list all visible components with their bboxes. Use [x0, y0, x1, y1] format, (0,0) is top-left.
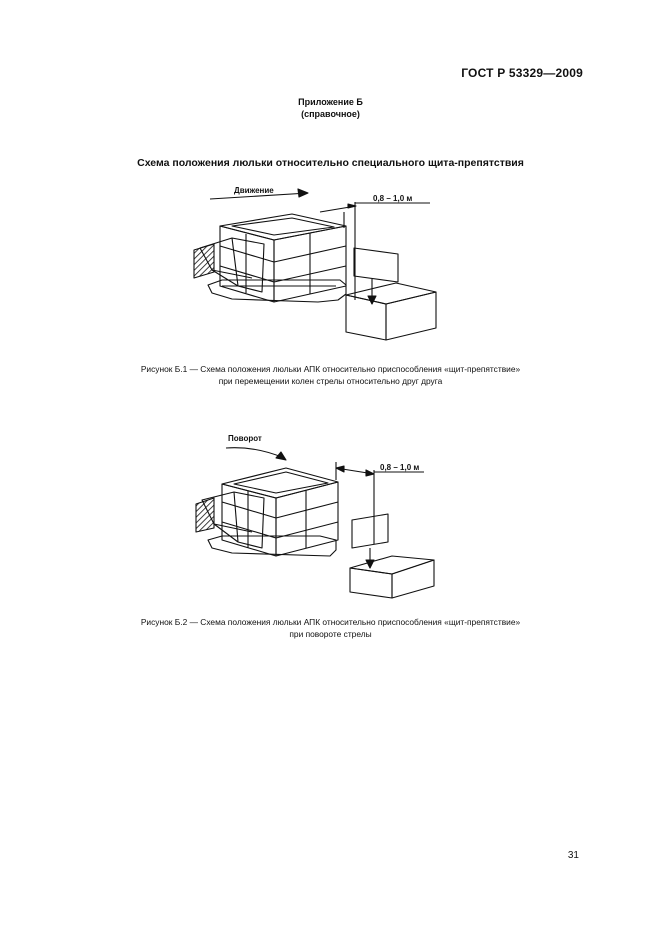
figure-1-caption-line-2: при перемещении колен стрелы относительно друг друга [218, 376, 443, 386]
figure-2-distance-label: 0,8 – 1,0 м [380, 463, 420, 472]
annex-status: (справочное) [301, 109, 360, 119]
figure-1-distance-label: 0,8 – 1,0 м [373, 194, 413, 203]
figure-2-caption-line-2: при повороте стрелы [289, 629, 372, 639]
annex-title: Приложение Б [298, 97, 363, 107]
page-number: 31 [567, 850, 579, 861]
figure-1-caption-line-1: Рисунок Б.1 — Схема положения люльки АПК относительно приспособления «щит-препятствие» [140, 364, 521, 374]
figure-2-caption-line-1: Рисунок Б.2 — Схема положения люльки АПК относительно приспособления «щит-препятствие» [140, 617, 521, 627]
section-title: Схема положения люльки относительно специального щита-препятствия [137, 157, 524, 169]
figure-1-motion-label: Движение [234, 186, 274, 195]
standard-code: ГОСТ Р 53329—2009 [461, 66, 583, 80]
figure-2-motion-label: Поворот [228, 434, 262, 443]
